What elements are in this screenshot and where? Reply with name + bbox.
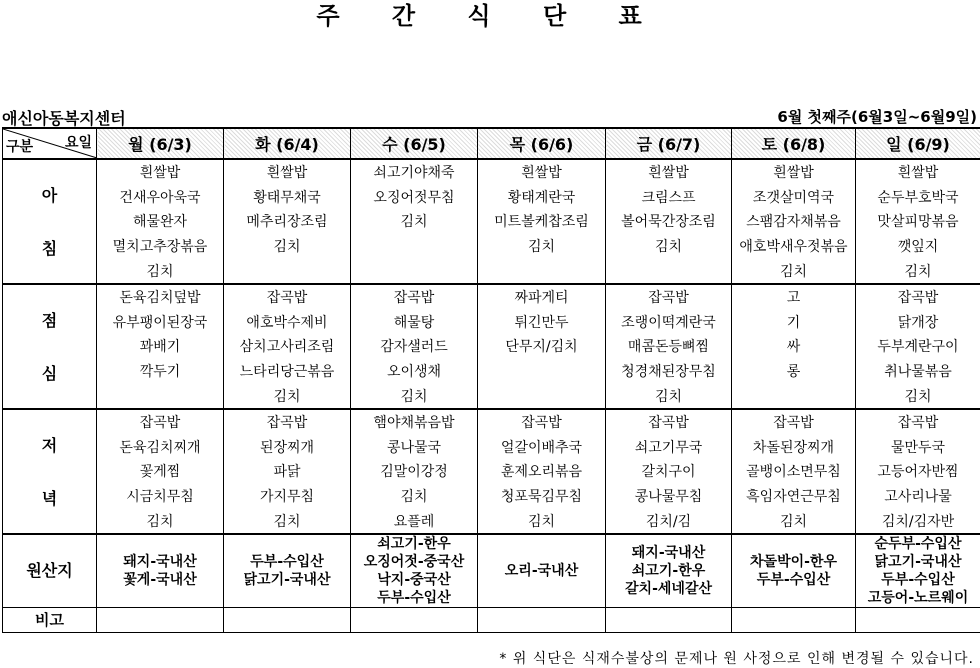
origin-cell-sat xyxy=(732,534,856,608)
origin-line: 낙지-중국산 xyxy=(377,571,451,588)
menu-cell-lunch-wed: 감자샐러드 xyxy=(351,334,478,359)
origin-line: 순두부-수입산 xyxy=(874,535,962,552)
menu-cell-breakfast-fri: 김치 xyxy=(606,234,732,259)
menu-cell-dinner-sun: 고등어자반찜 xyxy=(856,459,980,484)
origin-line: 꽃게-국내산 xyxy=(123,571,197,588)
origin-line: 쇠고기-한우 xyxy=(631,562,706,579)
menu-cell-breakfast-mon: 김치 xyxy=(97,258,224,284)
menu-cell-lunch-tue: 김치 xyxy=(224,383,351,409)
note-cell-thu xyxy=(478,607,606,632)
menu-cell-lunch-thu xyxy=(478,383,606,409)
menu-cell-dinner-wed: 콩나물국 xyxy=(351,435,478,460)
menu-cell-dinner-tue: 김치 xyxy=(224,508,351,534)
day-header-sat: 토 (6/8) xyxy=(732,128,856,159)
menu-cell-breakfast-tue: 메추리장조림 xyxy=(224,209,351,234)
menu-cell-breakfast-tue xyxy=(224,258,351,284)
menu-cell-breakfast-mon: 해물완자 xyxy=(97,209,224,234)
origin-cell-thu xyxy=(478,534,606,608)
menu-cell-dinner-mon: 김치 xyxy=(97,508,224,534)
menu-cell-lunch-mon: 돈육김치덮밥 xyxy=(97,284,224,310)
dinner-row xyxy=(3,435,980,460)
menu-cell-breakfast-wed: 김치 xyxy=(351,209,478,234)
menu-cell-breakfast-thu: 김치 xyxy=(478,234,606,259)
menu-cell-dinner-thu: 청포묵김무침 xyxy=(478,484,606,509)
menu-cell-breakfast-thu: 흰쌀밥 xyxy=(478,159,606,185)
menu-cell-breakfast-thu: 미트볼케찹조림 xyxy=(478,209,606,234)
page-title: 주 간 식 단 표 xyxy=(316,2,664,30)
origin-line: 돼지-국내산 xyxy=(631,544,706,561)
menu-cell-dinner-thu: 훈제오리볶음 xyxy=(478,459,606,484)
menu-cell-dinner-fri: 쇠고기무국 xyxy=(606,435,732,460)
origin-cell-mon xyxy=(97,534,224,608)
menu-cell-lunch-sun: 두부계란구이 xyxy=(856,334,980,359)
origin-cell-fri xyxy=(606,534,732,608)
menu-cell-dinner-wed: 김치 xyxy=(351,484,478,509)
note-cell-wed xyxy=(351,607,478,632)
menu-cell-lunch-mon: 깍두기 xyxy=(97,359,224,384)
lunch-row xyxy=(3,284,980,310)
menu-cell-dinner-sun: 잡곡밥 xyxy=(856,409,980,435)
menu-cell-dinner-thu: 잡곡밥 xyxy=(478,409,606,435)
menu-cell-breakfast-sat: 스팸감자채볶음 xyxy=(732,209,856,234)
menu-cell-lunch-wed: 오이생채 xyxy=(351,359,478,384)
lunch-label-bottom: 심 xyxy=(41,364,58,384)
dinner-label-bottom: 녁 xyxy=(41,489,58,509)
menu-cell-breakfast-mon: 흰쌀밥 xyxy=(97,159,224,185)
day-header-thu: 목 (6/6) xyxy=(478,128,606,159)
menu-cell-breakfast-thu xyxy=(478,258,606,284)
origin-line: 두부-수입산 xyxy=(756,571,831,588)
origin-line: 닭고기-국내산 xyxy=(874,553,962,570)
origin-line: 두부-수입산 xyxy=(881,571,955,588)
origin-line: 갈치-세네갈산 xyxy=(625,580,712,597)
corner-label-category: 구분 xyxy=(6,139,34,155)
note-label: 비고 xyxy=(3,607,97,632)
note-row xyxy=(3,607,980,632)
menu-cell-breakfast-mon: 건새우아욱국 xyxy=(97,185,224,210)
breakfast-row xyxy=(3,234,980,259)
menu-cell-lunch-tue: 애호박수제비 xyxy=(224,310,351,335)
menu-cell-breakfast-fri: 볼어묵간장조림 xyxy=(606,209,732,234)
breakfast-label xyxy=(3,159,97,284)
breakfast-row xyxy=(3,258,980,284)
origin-line: 두부-수입산 xyxy=(250,553,324,570)
lunch-row xyxy=(3,359,980,384)
menu-cell-lunch-thu: 단무지/김치 xyxy=(478,334,606,359)
breakfast-row xyxy=(3,159,980,185)
note-cell-sun xyxy=(856,607,980,632)
note-cell-sat xyxy=(732,607,856,632)
menu-cell-lunch-sat: 고 xyxy=(732,284,856,310)
corner-header-cell xyxy=(3,128,97,159)
menu-cell-breakfast-fri: 흰쌀밥 xyxy=(606,159,732,185)
menu-cell-breakfast-tue: 김치 xyxy=(224,234,351,259)
lunch-row xyxy=(3,310,980,335)
menu-cell-lunch-fri: 잡곡밥 xyxy=(606,284,732,310)
menu-cell-dinner-tue: 잡곡밥 xyxy=(224,409,351,435)
center-name: 애신아동복지센터 xyxy=(2,109,126,128)
menu-cell-breakfast-tue: 흰쌀밥 xyxy=(224,159,351,185)
menu-cell-lunch-wed: 김치 xyxy=(351,383,478,409)
menu-cell-lunch-sat: 싸 xyxy=(732,334,856,359)
note-cell-mon xyxy=(97,607,224,632)
breakfast-row xyxy=(3,185,980,210)
origin-line: 돼지-국내산 xyxy=(123,553,197,570)
menu-cell-dinner-sun: 물만두국 xyxy=(856,435,980,460)
week-label: 6월 첫째주(6월3일~6월9일) xyxy=(777,108,977,126)
menu-cell-dinner-mon: 돈육김치찌개 xyxy=(97,435,224,460)
menu-cell-breakfast-tue: 황태무채국 xyxy=(224,185,351,210)
menu-cell-dinner-mon: 꽃게찜 xyxy=(97,459,224,484)
menu-cell-dinner-fri: 갈치구이 xyxy=(606,459,732,484)
menu-cell-dinner-sat: 차돌된장찌개 xyxy=(732,435,856,460)
menu-cell-lunch-sat: 롱 xyxy=(732,359,856,384)
dinner-row xyxy=(3,409,980,435)
menu-cell-lunch-sun: 김치 xyxy=(856,383,980,409)
origin-line: 쇠고기-한우 xyxy=(377,535,451,552)
menu-cell-dinner-sat: 잡곡밥 xyxy=(732,409,856,435)
menu-cell-breakfast-wed: 쇠고기야채죽 xyxy=(351,159,478,185)
menu-cell-dinner-sun: 김치/김자반 xyxy=(856,508,980,534)
note-cell-tue xyxy=(224,607,351,632)
menu-cell-lunch-tue: 느타리당근볶음 xyxy=(224,359,351,384)
lunch-label-top: 점 xyxy=(41,311,58,331)
menu-cell-breakfast-sun: 흰쌀밥 xyxy=(856,159,980,185)
menu-cell-dinner-thu: 얼갈이배추국 xyxy=(478,435,606,460)
menu-cell-lunch-wed: 잡곡밥 xyxy=(351,284,478,310)
menu-cell-dinner-thu: 김치 xyxy=(478,508,606,534)
menu-cell-lunch-sun: 닭개장 xyxy=(856,310,980,335)
menu-cell-dinner-mon: 잡곡밥 xyxy=(97,409,224,435)
menu-cell-dinner-sat: 김치 xyxy=(732,508,856,534)
origin-row xyxy=(3,534,980,608)
origin-line: 오징어젓-중국산 xyxy=(363,553,465,570)
origin-line: 차돌박이-한우 xyxy=(750,553,837,570)
menu-cell-breakfast-wed xyxy=(351,234,478,259)
origin-line: 두부-수입산 xyxy=(377,589,451,606)
menu-cell-breakfast-sun: 순두부호박국 xyxy=(856,185,980,210)
menu-cell-breakfast-fri xyxy=(606,258,732,284)
menu-cell-dinner-mon: 시금치무침 xyxy=(97,484,224,509)
menu-cell-lunch-sun: 잡곡밥 xyxy=(856,284,980,310)
menu-cell-lunch-mon: 유부팽이된장국 xyxy=(97,310,224,335)
lunch-label xyxy=(3,284,97,409)
header-row xyxy=(3,128,980,159)
menu-cell-dinner-sun: 고사리나물 xyxy=(856,484,980,509)
menu-cell-dinner-wed: 요플레 xyxy=(351,508,478,534)
day-header-mon: 월 (6/3) xyxy=(97,128,224,159)
menu-cell-dinner-wed: 김말이강정 xyxy=(351,459,478,484)
origin-cell-sun xyxy=(856,534,980,608)
dinner-label-top: 저 xyxy=(41,436,58,456)
weekly-menu-table xyxy=(2,127,980,633)
menu-cell-lunch-thu xyxy=(478,359,606,384)
origin-line: 닭고기-국내산 xyxy=(243,571,331,588)
menu-cell-breakfast-wed xyxy=(351,258,478,284)
menu-cell-lunch-mon: 꽈배기 xyxy=(97,334,224,359)
note-cell-fri xyxy=(606,607,732,632)
corner-label-day: 요일 xyxy=(64,135,92,151)
menu-cell-breakfast-sat: 조갯살미역국 xyxy=(732,185,856,210)
day-header-sun: 일 (6/9) xyxy=(856,128,980,159)
menu-cell-lunch-thu: 튀긴만두 xyxy=(478,310,606,335)
menu-cell-dinner-sat: 골뱅이소면무침 xyxy=(732,459,856,484)
day-header-fri: 금 (6/7) xyxy=(606,128,732,159)
menu-cell-breakfast-thu: 황태계란국 xyxy=(478,185,606,210)
origin-line: 오리-국내산 xyxy=(504,562,579,579)
menu-cell-breakfast-fri: 크림스프 xyxy=(606,185,732,210)
menu-cell-dinner-tue: 된장찌개 xyxy=(224,435,351,460)
menu-cell-dinner-tue: 가지무침 xyxy=(224,484,351,509)
dinner-row xyxy=(3,508,980,534)
menu-cell-lunch-thu: 짜파게티 xyxy=(478,284,606,310)
menu-cell-lunch-fri: 김치 xyxy=(606,383,732,409)
menu-cell-breakfast-wed: 오징어젓무침 xyxy=(351,185,478,210)
menu-cell-breakfast-sat: 애호박새우젓볶음 xyxy=(732,234,856,259)
breakfast-label-bottom: 침 xyxy=(41,239,58,259)
menu-cell-breakfast-sat: 김치 xyxy=(732,258,856,284)
menu-cell-lunch-tue: 잡곡밥 xyxy=(224,284,351,310)
dinner-row xyxy=(3,459,980,484)
origin-cell-tue xyxy=(224,534,351,608)
menu-cell-dinner-fri: 김치/김 xyxy=(606,508,732,534)
menu-cell-breakfast-sun: 김치 xyxy=(856,258,980,284)
menu-cell-dinner-sat: 흑임자연근무침 xyxy=(732,484,856,509)
menu-body xyxy=(3,159,980,534)
breakfast-label-top: 아 xyxy=(41,186,58,206)
menu-cell-dinner-tue: 파닭 xyxy=(224,459,351,484)
menu-cell-breakfast-sun: 깻잎지 xyxy=(856,234,980,259)
menu-cell-lunch-mon xyxy=(97,383,224,409)
lunch-row xyxy=(3,383,980,409)
menu-cell-lunch-fri: 청경채된장무침 xyxy=(606,359,732,384)
menu-cell-lunch-sun: 취나물볶음 xyxy=(856,359,980,384)
dinner-row xyxy=(3,484,980,509)
origin-label: 원산지 xyxy=(3,534,97,608)
menu-cell-lunch-wed: 해물탕 xyxy=(351,310,478,335)
menu-cell-lunch-fri: 조랭이떡계란국 xyxy=(606,310,732,335)
menu-cell-lunch-sat xyxy=(732,383,856,409)
menu-cell-lunch-tue: 삼치고사리조림 xyxy=(224,334,351,359)
menu-cell-lunch-fri: 매콤돈등뼈찜 xyxy=(606,334,732,359)
menu-cell-breakfast-sat: 흰쌀밥 xyxy=(732,159,856,185)
menu-cell-dinner-wed: 햄야채볶음밥 xyxy=(351,409,478,435)
day-header-wed: 수 (6/5) xyxy=(351,128,478,159)
breakfast-row xyxy=(3,209,980,234)
menu-cell-lunch-sat: 기 xyxy=(732,310,856,335)
origin-line: 고등어-노르웨이 xyxy=(867,589,969,606)
menu-cell-dinner-fri: 콩나물무침 xyxy=(606,484,732,509)
lunch-row xyxy=(3,334,980,359)
dinner-label xyxy=(3,409,97,534)
origin-cell-wed xyxy=(351,534,478,608)
menu-cell-breakfast-mon: 멸치고추장볶음 xyxy=(97,234,224,259)
menu-cell-breakfast-sun: 맛살피망볶음 xyxy=(856,209,980,234)
day-header-tue: 화 (6/4) xyxy=(224,128,351,159)
footer-note: * 위 식단은 식재수불상의 문제나 원 사정으로 인해 변경될 수 있습니다. xyxy=(499,651,974,667)
menu-cell-dinner-fri: 잡곡밥 xyxy=(606,409,732,435)
